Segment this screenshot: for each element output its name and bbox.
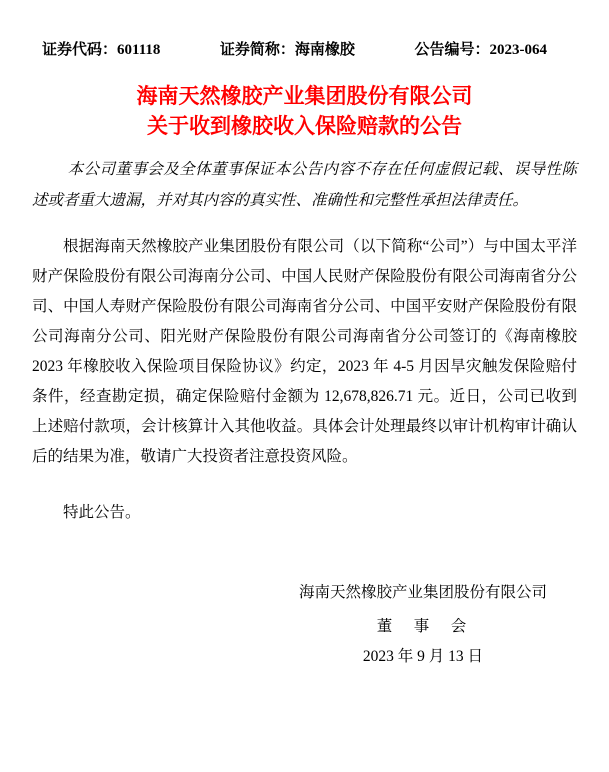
board-declaration: 本公司董事会及全体董事保证本公告内容不存在任何虚假记载、误导性陈述或者重大遗漏，并对其内容的真实性、准确性和完整性承担法律责任。 — [32, 161, 577, 209]
main-paragraph: 根据海南天然橡胶产业集团股份有限公司（以下简称“公司”）与中国太平洋财产保险股份有限公司海南分公司、中国人民财产保险股份有限公司海南省分公司、中国人寿财产保险股份有限公司海南省分公司、中国平安财产保险股份有限公司海南分公司、阳光财产保险股份有限公司海南省分公司签订的《海南橡胶 2023 年橡胶收入保险项目保险协议》约定，2023 年 4-5 月因旱灾触发保险赔付条件，经查勘定损，确定保险赔付金额为 12,678,826.71 元。近日，公司已收到上述赔付款项，会计核算计入其他收益。具体会计处理最终以审计机构审计确认后的结果为准，敬请广大投资者注意投资风险。 — [32, 238, 577, 465]
stock-name — [220, 40, 355, 60]
company-title: 海南天然橡胶产业集团股份有限公司 — [136, 85, 473, 108]
stock-code-label: 证券代码： — [42, 41, 118, 58]
signature-date: 2023 年 9 月 13 日 — [362, 648, 484, 665]
document-body — [32, 154, 577, 528]
announcement-number-value: 2023-064 — [489, 42, 547, 58]
signature-board: 董 事 会 — [376, 618, 470, 635]
stock-name-label: 证券简称： — [219, 41, 295, 58]
stock-name-value: 海南橡胶 — [294, 41, 355, 58]
announcement-number — [414, 40, 547, 60]
stock-code-value: 601118 — [117, 42, 161, 58]
signature-block — [299, 578, 547, 672]
announcement-title: 关于收到橡胶收入保险赔款的公告 — [147, 115, 462, 138]
announcement-number-label: 公告编号： — [414, 41, 490, 58]
stock-code — [42, 40, 160, 60]
signature-company: 海南天然橡胶产业集团股份有限公司 — [298, 584, 547, 601]
securities-header — [42, 40, 547, 60]
closing-line: 特此公告。 — [63, 504, 141, 521]
